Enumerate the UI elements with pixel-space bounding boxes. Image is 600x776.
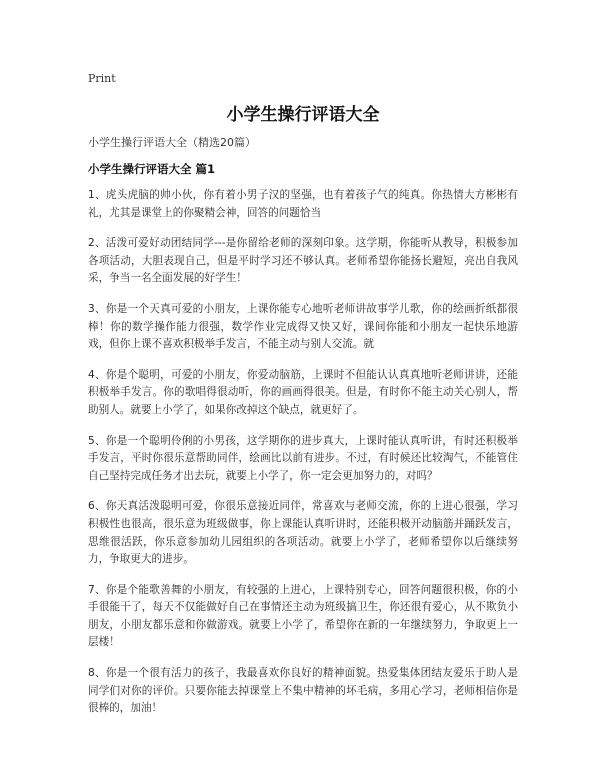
comment-paragraph-5: 5、你是一个聪明伶俐的小男孩，这学期你的进步真大，上课时能认真听讲，有时还积极举手发言，平时你很乐意帮助同伴，绘画比以前有进步。不过，有时候还比较淘气，不能管住自己坚持完成任务才出去玩，就要上小学了，你一定会更加努力的，对吗？: [88, 434, 518, 482]
page-title: 小学生操行评语大全: [226, 105, 380, 125]
comment-paragraph-4: 4、你是个聪明，可爱的小朋友，你爱动脑筋，上课时不但能认认真真地听老师讲讲，还能积极举手发言。你的歌唱得很动听，你的画画得很美。但是，有时你不能主动关心别人，帮助别人。就要上小学了，如果你改掉这个缺点，就更好了。: [88, 368, 518, 416]
comment-paragraph-2: 2、活泼可爱好动团结同学---是你留给老师的深刻印象。这学期，你能听从教导，积极参加各项活动，大胆表现自己，但是平时学习还不够认真。老师希望你能扬长避短，亮出自我风采，争当一名全面发展的好学生！: [88, 237, 518, 285]
comment-paragraph-3: 3、你是一个天真可爱的小朋友，上课你能专心地听老师讲故事学儿歌，你的绘画折纸都很棒！你的数学操作能力很强，数学作业完成得又快又好，课间你能和小朋友一起快乐地游戏，但你上课不喜欢积极举手发言，不能主动与别人交流。就: [88, 302, 518, 351]
comment-paragraph-1: 1、虎头虎脑的帅小伙，你有着小男子汉的坚强，也有着孩子气的纯真。你热情大方彬彬有礼，尤其是课堂上的你聚精会神，回答的问题恰当: [88, 189, 518, 219]
comment-paragraph-7: 7、你是个能歌善舞的小朋友，有较强的上进心，上课特别专心，回答问题很积极，你的小手很能干了，每天不仅能做好自己在事情还主动为班级搞卫生，你还很有爱心，从不欺负小朋友，小朋友都乐意和你做游戏。就要上小学了，希望你在新的一年继续努力，争取更上一层楼！: [88, 583, 518, 649]
page-subtitle: 小学生操行评语大全（精选20篇）: [88, 136, 256, 149]
print-label: Print: [88, 72, 116, 85]
section-heading: 小学生操行评语大全 篇1: [88, 162, 216, 176]
comment-list: [88, 187, 518, 731]
comment-paragraph-6: 6、你天真活泼聪明可爱，你很乐意接近同伴，常喜欢与老师交流，你的上进心很强，学习积极性也很高，很乐意为班级做事，你上课能认真听讲时，还能积极开动脑筋并踊跃发言，思维很活跃，你乐意参加幼儿园组织的各项活动。就要上小学了，老师希望你以后继续努力，争取更大的进步。: [88, 500, 518, 566]
comment-paragraph-8: 8、你是一个很有活力的孩子，我最喜欢你良好的精神面貌。热爱集体团结友爱乐于助人是同学们对你的评价。只要你能去掉课堂上不集中精神的坏毛病，多用心学习，老师相信你是很棒的，加油！: [88, 667, 518, 715]
